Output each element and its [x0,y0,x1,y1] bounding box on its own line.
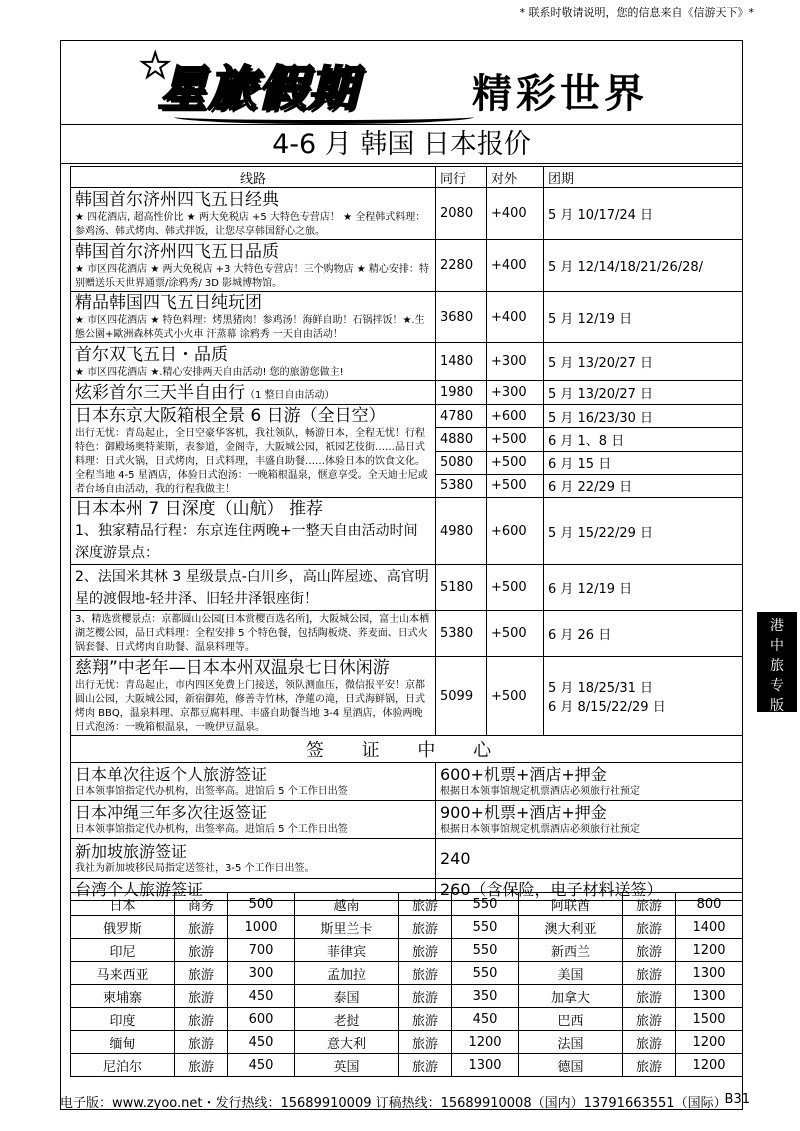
country-cell: 旅游 [399,1054,452,1077]
route-desc: ★ 市区四花酒店 ★ 特色料理：烤黑猪肉！参鸡汤！海鲜自助！石锅拌饭！★.生態公園+歐洲森林英式小火車 汗蒸幕 涂鸦秀 一天自由活动！ [75,315,425,340]
price-cell: 5080 [436,451,487,474]
country-cell: 旅游 [622,1008,675,1031]
route-cell [71,292,436,343]
country-row [71,1054,743,1077]
country-cell: 1200 [676,1031,743,1054]
price-cell: 5380 [436,611,487,657]
side-tab-char: 中 [770,638,784,654]
visa-note: 根据日本领事馆规定机票酒店必须旅行社预定 [440,785,640,797]
star-icon: ★ [140,46,171,86]
country-cell: 300 [228,962,295,985]
country-cell: 英国 [294,1054,398,1077]
country-cell: 阿联酋 [518,893,622,916]
table-row [71,405,743,428]
country-row [71,893,743,916]
route-title: 慈翔”中老年—日本本州双温泉七日休闲游 [75,658,390,678]
route-title: 精品韩国四飞五日纯玩团 [75,293,262,313]
route-desc: 出行无忧：青岛起止，全日空豪华客机，我社领队，畅游日本，全程无忧！行程特色：御殿场奥特莱斯，表参道，金阁寺，大阪城公园，祇园艺伎街……品日式料理：日式火锅，日式烤肉，日式料理，丰盛自助餐……体验日本的饮食文化。全程当地 4-5 星酒店，体验日式泡汤：一晚箱根温泉，惬意享受。全天迪士尼或者台场自由活动，我的行程我做主！ [75,428,428,495]
route-desc: ★ 市区四花酒店 ★ 两大免税店 +3 大特色专营店！三个购物店 ★ 精心安排：特别赠送乐天世界通票/涂鸦秀/ 3D 影城博物馆。 [75,263,429,289]
price-cell: 2080 [436,188,487,240]
visa-heading-row [71,736,743,763]
table-row [71,611,743,657]
country-cell: 缅甸 [71,1031,175,1054]
visa-desc: 日本领事馆指定代办机构，出签率高。进馆后 5 个工作日出签 [75,823,348,835]
route-title: 炫彩首尔三天半自由行 [75,382,245,403]
visa-price-cell [436,763,743,801]
route-title: 韩国首尔济州四飞五日经典 [75,189,279,210]
table-row [71,381,743,405]
visa-price-cell [436,801,743,839]
country-cell: 旅游 [622,985,675,1008]
route-desc: ★ 市区四花酒店 ★.精心安排两天自由活动! 您的旅游您做主! [75,366,344,378]
country-row [71,1031,743,1054]
table-row [71,292,743,343]
country-cell: 旅游 [399,1008,452,1031]
out-cell: +400 [487,292,544,343]
country-cell: 旅游 [399,893,452,916]
country-cell: 旅游 [622,1031,675,1054]
country-cell: 法国 [518,1031,622,1054]
route-cell [71,565,436,611]
price-cell: 3680 [436,292,487,343]
price-cell: 4780 [436,405,487,428]
visa-row [71,839,743,879]
country-cell: 马来西亚 [71,962,175,985]
page-number: B31 [724,1092,750,1107]
price-cell: 5180 [436,565,487,611]
route-cell [71,611,436,657]
out-cell: +500 [487,428,544,451]
route-title: 首尔双飞五日・品质 [75,344,228,365]
table-row [71,343,743,381]
country-cell: 德国 [518,1054,622,1077]
header-dates: 团期 [544,167,743,188]
country-cell: 旅游 [399,939,452,962]
country-cell: 旅游 [622,962,675,985]
dates-line: 6 月 8/15/22/29 日 [548,700,666,715]
route-title: 日本东京大阪箱根全景 6 日游（全日空） [75,406,386,426]
footer-text: 电子版：www.zyoo.net・发行热线：15689910009 订稿热线：15689910008（国内）13791663551（国际） [60,1096,727,1111]
country-cell: 日本 [71,893,175,916]
visa-price: 240 [440,848,471,868]
price-cell: 1980 [436,381,487,405]
side-tab [757,612,797,712]
dates-cell [544,657,743,736]
country-cell: 1000 [228,916,295,939]
country-cell: 1200 [676,939,743,962]
logo-swoosh [174,110,474,124]
visa-name-cell [71,763,436,801]
route-title: 韩国首尔济州四飞五日品质 [75,241,279,262]
visa-heading: 签 证 中 心 [71,736,743,763]
country-cell: 450 [228,1054,295,1077]
country-cell: 旅游 [399,985,452,1008]
dates-cell: 6 月 12/19 日 [544,565,743,611]
route-part: 1、独家精品行程：东京连住两晚+一整天自由活动时间深度游景点： [75,523,418,561]
visa-title: 日本单次往返个人旅游签证 [75,764,268,784]
visa-title: 日本冲绳三年多次往返签证 [75,802,268,822]
country-cell: 新西兰 [518,939,622,962]
page-title: 4-6 月 韩国 日本报价 [60,124,743,164]
source-note: * 联系时敬请说明，您的信息来自《信游天下》* [519,6,754,19]
country-cell: 柬埔寨 [71,985,175,1008]
footer [60,1092,750,1111]
route-cell [71,498,436,565]
country-row [71,985,743,1008]
dates-cell: 5 月 16/23/30 日 [544,405,743,428]
dates-cell: 6 月 22/29 日 [544,474,743,497]
country-cell: 巴西 [518,1008,622,1031]
out-cell: +500 [487,565,544,611]
dates-cell: 6 月 26 日 [544,611,743,657]
country-cell: 旅游 [175,939,228,962]
visa-desc: 我社为新加坡移民局指定送签社，3-5 个工作日出签。 [75,862,315,874]
table-row [71,240,743,292]
route-cell [71,188,436,240]
country-cell: 斯里兰卡 [294,916,398,939]
side-tab-char: 版 [770,698,784,714]
route-part: 3、精选赏樱景点：京都圆山公园[日本赏樱百选名所]，大阪城公园，富士山本栖湖芝樱公园，品日式料理：全程安排 5 个特色餐，包括陶板烧、荞麦面、日式火锅套餐、日式烤肉自助餐、温泉料理等。 [75,613,430,653]
country-cell: 600 [228,1008,295,1031]
brand-logo [72,46,472,126]
route-cell [71,343,436,381]
country-visa-table [70,892,743,1077]
country-cell: 加拿大 [518,985,622,1008]
country-cell: 1300 [676,962,743,985]
logo-text: 星旅假期 [158,61,359,117]
country-cell: 意大利 [294,1031,398,1054]
dates-cell: 5 月 13/20/27 日 [544,343,743,381]
price-cell: 5099 [436,657,487,736]
country-cell: 550 [452,939,519,962]
out-cell: +500 [487,451,544,474]
out-cell: +400 [487,188,544,240]
out-cell: +300 [487,381,544,405]
price-cell: 4880 [436,428,487,451]
country-cell: 旅游 [399,1031,452,1054]
route-cell [71,657,436,736]
country-cell: 印度 [71,1008,175,1031]
country-cell: 美国 [518,962,622,985]
country-cell: 越南 [294,893,398,916]
visa-price: 600+机票+酒店+押金 [440,764,607,784]
visa-price: 900+机票+酒店+押金 [440,802,607,822]
country-cell: 旅游 [175,985,228,1008]
side-tab-char: 专 [770,678,784,694]
country-cell: 1500 [676,1008,743,1031]
visa-note: 根据日本领事馆规定机票酒店必须旅行社预定 [440,823,640,835]
country-cell: 商务 [175,893,228,916]
route-cell [71,240,436,292]
route-desc: ★ 四花酒店, 超高性价比 ★ 两大免税店 +5 大特色专营店！ ★ 全程韩式料理：参鸡汤、韩式烤肉、韩式拌饭，让您尽享韩国舒心之旅。 [75,211,426,237]
visa-price-cell [436,839,743,879]
country-cell: 旅游 [175,1008,228,1031]
dates-cell: 5 月 15/22/29 日 [544,498,743,565]
dates-cell: 5 月 12/14/18/21/26/28/ [544,240,743,292]
slogan: 精彩世界 [472,70,648,117]
table-row [71,498,743,565]
visa-desc: 日本领事馆指定代办机构，出签率高。进馆后 5 个工作日出签 [75,785,348,797]
out-cell: +500 [487,611,544,657]
country-cell: 旅游 [175,916,228,939]
route-cell [71,405,436,498]
header-out: 对外 [487,167,544,188]
out-cell: +500 [487,657,544,736]
visa-name-cell [71,839,436,879]
dates-cell: 5 月 13/20/27 日 [544,381,743,405]
route-subtitle: （1 整日自由活动） [245,389,335,401]
country-row [71,939,743,962]
country-cell: 旅游 [622,939,675,962]
country-cell: 550 [452,962,519,985]
visa-row [71,801,743,839]
country-cell: 550 [452,916,519,939]
price-cell: 1480 [436,343,487,381]
country-cell: 旅游 [399,916,452,939]
dates-cell: 6 月 1、8 日 [544,428,743,451]
country-cell: 孟加拉 [294,962,398,985]
country-cell: 尼泊尔 [71,1054,175,1077]
country-cell: 700 [228,939,295,962]
quote-table [70,166,743,901]
route-cell [71,381,436,405]
dates-cell: 5 月 10/17/24 日 [544,188,743,240]
side-tab-char: 港 [770,618,784,634]
country-cell: 1300 [676,985,743,1008]
dates-cell: 5 月 12/19 日 [544,292,743,343]
country-cell: 450 [452,1008,519,1031]
out-cell: +600 [487,405,544,428]
table-row [71,565,743,611]
out-cell: +600 [487,498,544,565]
country-cell: 500 [228,893,295,916]
side-tab-char: 旅 [770,658,784,674]
visa-title: 台湾个人旅游签证 [75,879,204,899]
visa-name-cell [71,801,436,839]
header-price: 同行 [436,167,487,188]
country-row [71,916,743,939]
visa-row [71,763,743,801]
dates-cell: 6 月 15 日 [544,451,743,474]
country-cell: 旅游 [622,916,675,939]
table-header-row [71,167,743,188]
header-route: 线路 [71,167,436,188]
country-cell: 老挝 [294,1008,398,1031]
table-row [71,657,743,736]
route-part: 2、法国米其林 3 星级景点-白川乡，高山阵屋迹、高官明星的渡假地-轻井泽、旧轻井泽银座街！ [75,568,429,607]
country-cell: 1200 [676,1054,743,1077]
country-cell: 旅游 [175,962,228,985]
country-cell: 俄罗斯 [71,916,175,939]
route-title: 日本本州 7 日深度（山航） 推荐 [75,499,324,519]
price-cell: 2280 [436,240,487,292]
visa-title: 新加坡旅游签证 [75,841,188,861]
country-cell: 旅游 [175,1031,228,1054]
country-cell: 800 [676,893,743,916]
country-cell: 1400 [676,916,743,939]
country-cell: 450 [228,1031,295,1054]
route-desc: 出行无忧：青岛起止，市内四区免费上门接送，领队测血压，微信报平安！京都圆山公园，大阪城公园，新宿御苑，修善寺竹林，净蓮の滝，日式海鲜锅，日式烤肉 BBQ，温泉料理、京都豆腐料理、丰盛自助餐当地 3-4 星酒店，体验两晚日式泡汤：一晚箱根温泉，一晚伊豆温泉。 [75,680,425,733]
out-cell: +500 [487,474,544,497]
country-cell: 450 [228,985,295,1008]
country-cell: 1200 [452,1031,519,1054]
out-cell: +400 [487,240,544,292]
country-row [71,962,743,985]
country-cell: 350 [452,985,519,1008]
country-cell: 旅游 [175,1054,228,1077]
country-cell: 澳大利亚 [518,916,622,939]
country-cell: 旅游 [399,962,452,985]
country-cell: 旅游 [622,1054,675,1077]
country-cell: 550 [452,893,519,916]
out-cell: +300 [487,343,544,381]
table-row [71,188,743,240]
country-cell: 泰国 [294,985,398,1008]
visa-price: 260（含保险，电子材料送签） [440,879,663,899]
price-cell: 4980 [436,498,487,565]
price-cell: 5380 [436,474,487,497]
country-row [71,1008,743,1031]
country-cell: 印尼 [71,939,175,962]
country-cell: 旅游 [622,893,675,916]
dates-line: 5 月 18/25/31 日 [548,681,654,696]
country-cell: 菲律宾 [294,939,398,962]
country-cell: 1300 [452,1054,519,1077]
